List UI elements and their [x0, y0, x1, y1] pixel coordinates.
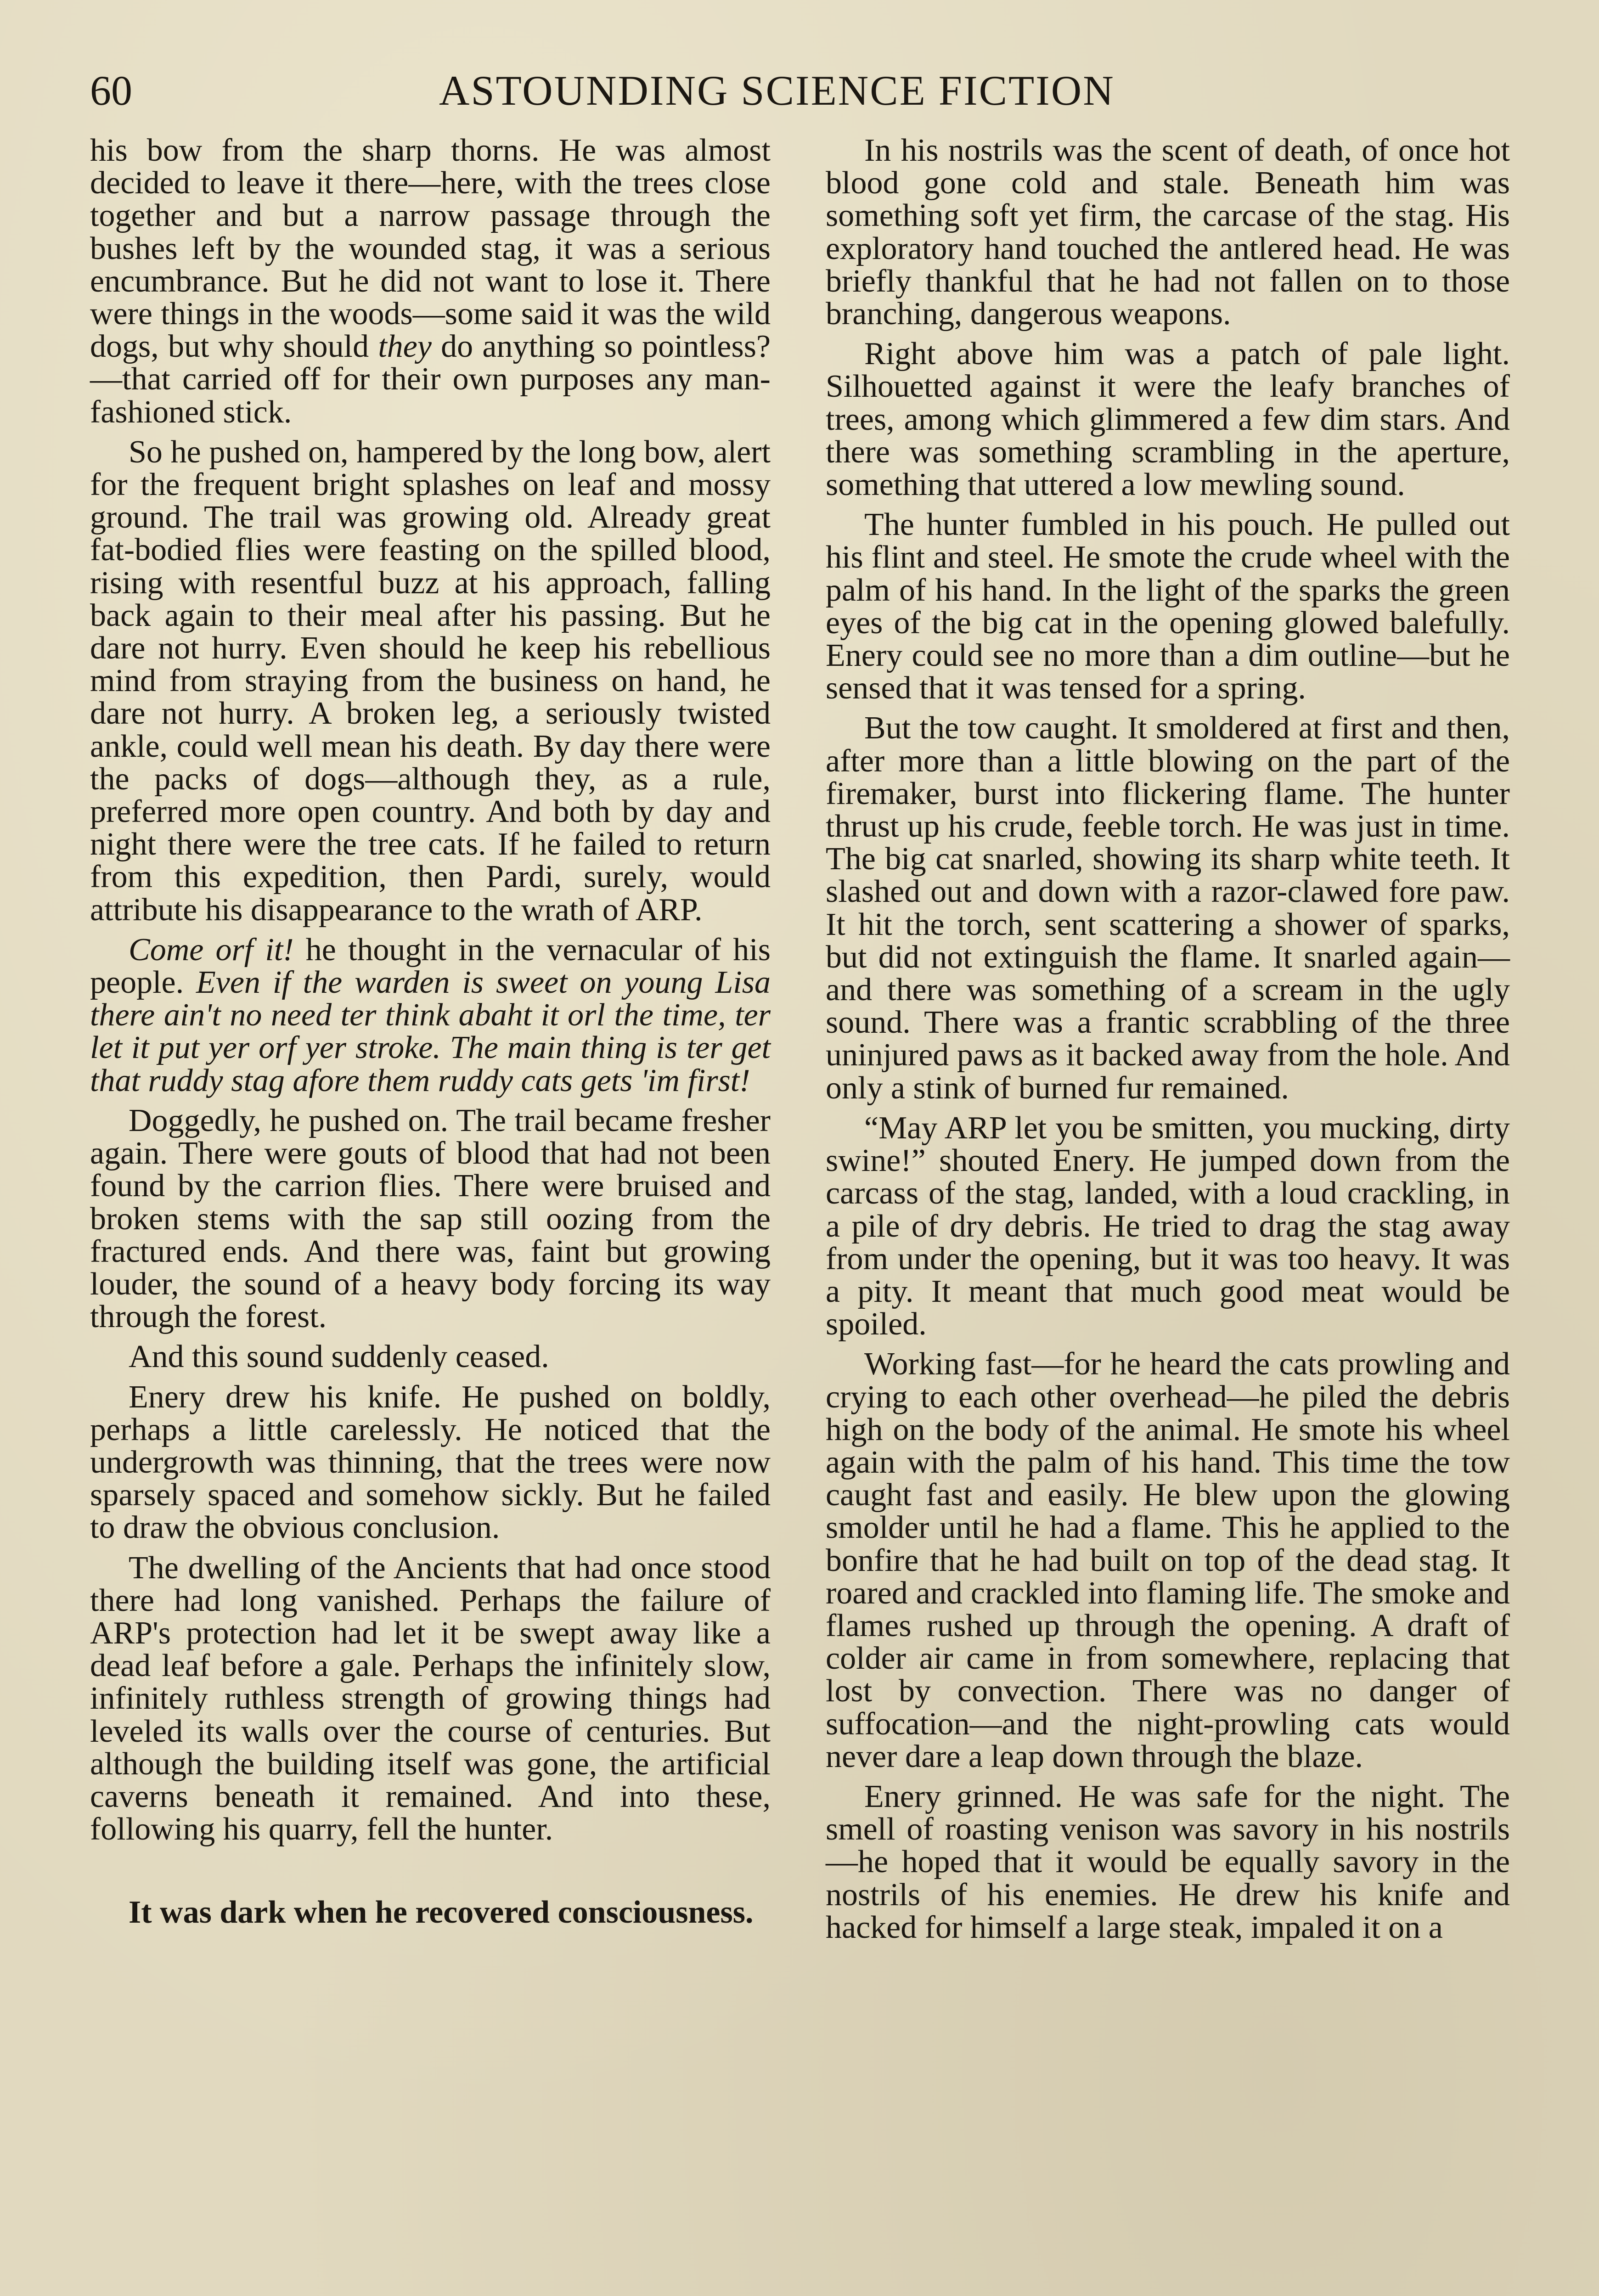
paragraph: Enery grinned. He was safe for the night. The smell of roasting venison was savory in his nostrils—he hoped that it would be equally savory in the nostrils of his enemies. He drew his knife and hacked for himself a large steak, impaled it on a — [826, 1778, 1510, 1945]
paragraph: So he pushed on, hampered by the long bow, alert for the frequent bright splashes on leaf and mossy ground. The trail was growing old. Already great fat-bodied flies were feasting on the spilled blood, rising with resentful buzz at his approach, falling back again to their meal after his passing. But he dare not hurry. Even should he keep his rebellious mind from straying from the business on hand, he dare not hurry. A broken leg, a seriously twisted ankle, could well mean his death. By day there were the packs of dogs—although they, as a rule, preferred more open country. And both by day and night there were the tree cats. If he failed to return from this expedition, then Pardi, surely, would attribute his disappearance to the wrath of ARP. — [90, 434, 771, 928]
paragraph-text: he thought in the vernacular of his people. — [90, 932, 771, 1001]
paragraph: And this sound suddenly ceased. — [129, 1339, 549, 1375]
paragraph-text: his bow from the sharp thorns. He was almost decided to leave it there—here, with the trees close together and but a narrow passage through the bushes left by the wounded stag, it was a serious encumbrance. But he did not want to lose it. There were things in the woods—some said it was the wild dogs, but why should — [90, 133, 771, 365]
left-column — [90, 134, 771, 1936]
paragraph: Doggedly, he pushed on. The trail became fresher again. There were gouts of blood that had not been found by the carrion flies. There were bruised and broken stems with the sap still oozing from the fractured ends. And there was, faint but growing louder, the sound of a heavy body forcing its way through the forest. — [90, 1103, 771, 1335]
emphasis-text: Even if the warden is sweet on young Lisa there ain't no need ter think abaht it orl the time, ter let it put yer orf yer stroke. The main thing is ter get that ruddy stag afore them ruddy cats gets 'im first! — [90, 965, 771, 1098]
paragraph — [90, 134, 771, 428]
paragraph: Enery drew his knife. He pushed on boldly, perhaps a little carelessly. He noticed that the undergrowth was thinning, that the trees were now sparsely spaced and somehow sickly. But he failed to draw the obvious conclusion. — [90, 1379, 771, 1546]
paragraph: “May ARP let you be smitten, you mucking, dirty swine!” shouted Enery. He jumped down from the carcass of the stag, landed, with a loud crackling, in a pile of dry debris. He tried to drag the stag away from under the opening, but it was too heavy. It was a pity. It meant that much good meat would be spoiled. — [826, 1110, 1510, 1342]
emphasis-text: Come orf it! — [129, 932, 294, 968]
page-header — [90, 65, 1514, 116]
paragraph: In his nostrils was the scent of death, of once hot blood gone cold and stale. Beneath him was something soft yet firm, the carcase of the stag. His exploratory hand touched the antlered head. He was briefly thankful that he had not fallen on to those branching, dangerous weapons. — [826, 133, 1510, 332]
paragraph: The hunter fumbled in his pouch. He pulled out his flint and steel. He smote the crude wheel with the palm of his hand. In the light of the sparks the green eyes of the big cat in the opening glowed balefully. Enery could see no more than a dim outline—but he sensed that it was tensed for a spring. — [826, 507, 1510, 706]
section-opening-paragraph: It was dark when he recovered consciousness. — [129, 1895, 754, 1930]
running-title: ASTOUNDING SCIENCE FICTION — [439, 67, 1115, 114]
paragraph: Working fast—for he heard the cats prowling and crying to each other overhead—he piled the debris high on the body of the animal. He smote his wheel again with the palm of his hand. This time the tow caught fast and easily. He blew upon the glowing smolder until he had a flame. This he applied to the bonfire that he had built on top of the dead stag. It roared and crackled into flaming life. The smoke and flames rushed up through the opening. A draft of colder air came in from somewhere, replacing that lost by convection. There was no danger of suffocation—and the night-prowling cats would never dare a leap down through the blaze. — [826, 1346, 1510, 1774]
paragraph: Right above him was a patch of pale light. Silhouetted against it were the leafy branches of trees, among which glimmered a few dim stars. And there was something scrambling in the aperture, something that uttered a low mewling sound. — [826, 336, 1510, 503]
paragraph: But the tow caught. It smoldered at first and then, after more than a little blowing on the part of the firemaker, burst into flickering flame. The hunter thrust up his crude, feeble torch. He was just in time. The big cat snarled, showing its sharp white teeth. It slashed out and down with a razor-clawed fore paw. It hit the torch, sent scattering a shower of sparks, but did not extinguish the flame. It snarled again—and there was something of a scream in the ugly sound. There was a frantic scrabbling of the three uninjured paws as it backed away from the hole. And only a stink of burned fur remained. — [826, 710, 1510, 1106]
emphasis-text: they — [378, 329, 432, 365]
right-column — [826, 134, 1510, 1951]
paragraph-text: do anything so pointless?—that carried off for their own purposes any man-fashioned stick. — [90, 329, 771, 430]
page-number: 60 — [90, 67, 132, 114]
paragraph: The dwelling of the Ancients that had once stood there had long vanished. Perhaps the failure of ARP's protection had let it be swept away like a dead leaf before a gale. Perhaps the infinitely slow, infinitely ruthless strength of growing things had leveled its walls over the course of centuries. But although the building itself was gone, the artificial caverns beneath it remained. And into these, following his quarry, fell the hunter. — [90, 1550, 771, 1847]
paragraph — [90, 934, 771, 1097]
